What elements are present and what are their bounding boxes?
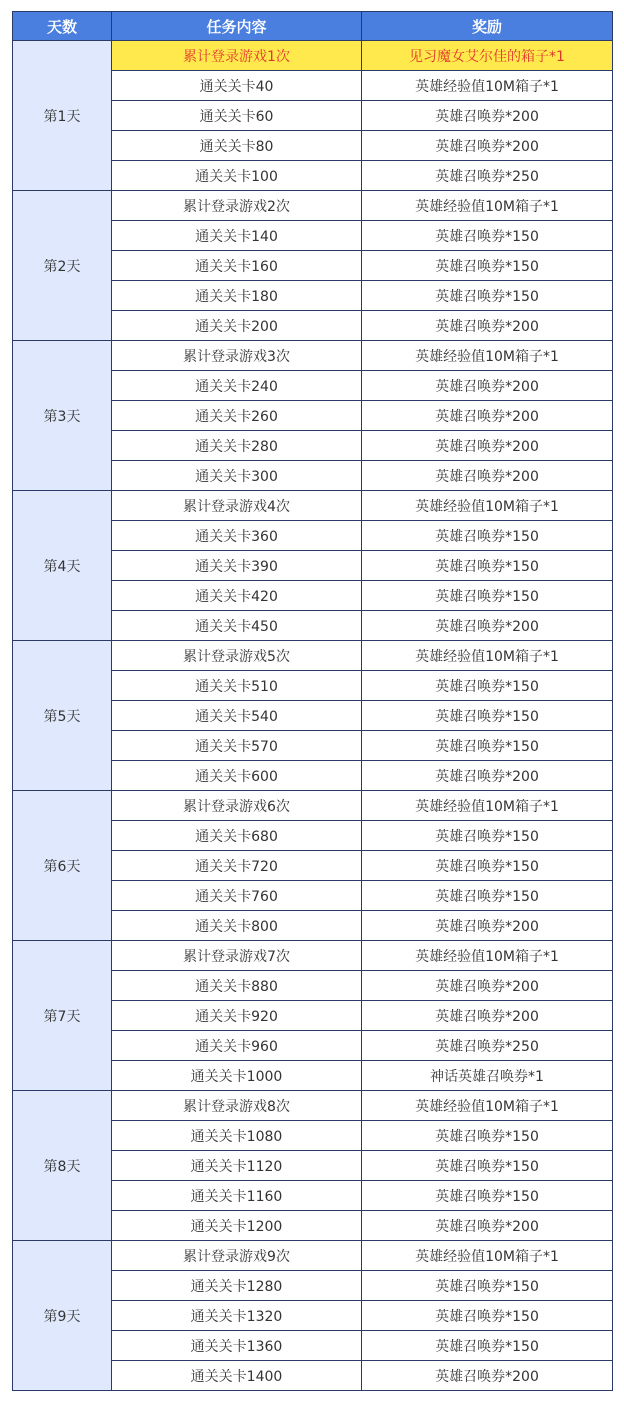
task-cell: 通关关卡720 — [112, 851, 362, 881]
reward-cell: 英雄经验值10M箱子*1 — [362, 71, 613, 101]
task-cell: 通关关卡960 — [112, 1031, 362, 1061]
day-cell: 第4天 — [13, 491, 112, 641]
reward-cell: 英雄召唤券*150 — [362, 671, 613, 701]
reward-cell: 神话英雄召唤券*1 — [362, 1061, 613, 1091]
reward-cell: 英雄召唤券*200 — [362, 461, 613, 491]
reward-cell: 英雄召唤券*250 — [362, 161, 613, 191]
reward-cell: 英雄召唤券*200 — [362, 401, 613, 431]
reward-cell: 英雄召唤券*150 — [362, 731, 613, 761]
reward-cell: 见习魔女艾尔佳的箱子*1 — [362, 41, 613, 71]
header-reward: 奖励 — [362, 12, 613, 41]
task-cell: 累计登录游戏6次 — [112, 791, 362, 821]
reward-cell: 英雄召唤券*200 — [362, 311, 613, 341]
task-cell: 通关关卡600 — [112, 761, 362, 791]
reward-cell: 英雄召唤券*200 — [362, 101, 613, 131]
reward-table — [12, 11, 613, 1391]
reward-cell: 英雄经验值10M箱子*1 — [362, 941, 613, 971]
day-cell: 第2天 — [13, 191, 112, 341]
task-cell: 累计登录游戏5次 — [112, 641, 362, 671]
task-cell: 通关关卡920 — [112, 1001, 362, 1031]
reward-cell: 英雄经验值10M箱子*1 — [362, 641, 613, 671]
task-cell: 通关关卡760 — [112, 881, 362, 911]
task-cell: 累计登录游戏9次 — [112, 1241, 362, 1271]
reward-cell: 英雄召唤券*150 — [362, 221, 613, 251]
reward-cell: 英雄召唤券*200 — [362, 131, 613, 161]
task-cell: 通关关卡510 — [112, 671, 362, 701]
task-cell: 通关关卡140 — [112, 221, 362, 251]
task-cell: 通关关卡570 — [112, 731, 362, 761]
reward-cell: 英雄召唤券*250 — [362, 1031, 613, 1061]
table-row — [13, 1091, 613, 1121]
task-cell: 通关关卡80 — [112, 131, 362, 161]
task-cell: 累计登录游戏1次 — [112, 41, 362, 71]
header-day: 天数 — [13, 12, 112, 41]
reward-cell: 英雄召唤券*200 — [362, 761, 613, 791]
reward-cell: 英雄召唤券*200 — [362, 1001, 613, 1031]
table-row — [13, 641, 613, 671]
reward-cell: 英雄经验值10M箱子*1 — [362, 1241, 613, 1271]
reward-cell: 英雄召唤券*150 — [362, 251, 613, 281]
day-cell: 第3天 — [13, 341, 112, 491]
task-cell: 通关关卡280 — [112, 431, 362, 461]
task-cell: 通关关卡1320 — [112, 1301, 362, 1331]
task-cell: 通关关卡40 — [112, 71, 362, 101]
task-cell: 通关关卡390 — [112, 551, 362, 581]
task-cell: 通关关卡1120 — [112, 1151, 362, 1181]
reward-cell: 英雄召唤券*150 — [362, 581, 613, 611]
task-cell: 累计登录游戏7次 — [112, 941, 362, 971]
task-cell: 通关关卡180 — [112, 281, 362, 311]
reward-cell: 英雄召唤券*150 — [362, 1151, 613, 1181]
task-cell: 通关关卡880 — [112, 971, 362, 1001]
reward-cell: 英雄召唤券*150 — [362, 281, 613, 311]
task-cell: 通关关卡200 — [112, 311, 362, 341]
task-cell: 通关关卡360 — [112, 521, 362, 551]
reward-cell: 英雄召唤券*150 — [362, 551, 613, 581]
reward-cell: 英雄召唤券*150 — [362, 521, 613, 551]
task-cell: 累计登录游戏4次 — [112, 491, 362, 521]
reward-cell: 英雄经验值10M箱子*1 — [362, 1091, 613, 1121]
reward-cell: 英雄召唤券*150 — [362, 1181, 613, 1211]
reward-cell: 英雄召唤券*150 — [362, 821, 613, 851]
reward-cell: 英雄召唤券*150 — [362, 701, 613, 731]
reward-cell: 英雄召唤券*150 — [362, 1271, 613, 1301]
table-row — [13, 491, 613, 521]
table-row — [13, 941, 613, 971]
reward-cell: 英雄召唤券*200 — [362, 431, 613, 461]
reward-cell: 英雄召唤券*200 — [362, 911, 613, 941]
reward-cell: 英雄经验值10M箱子*1 — [362, 791, 613, 821]
task-cell: 累计登录游戏3次 — [112, 341, 362, 371]
reward-cell: 英雄召唤券*200 — [362, 971, 613, 1001]
table-row — [13, 1241, 613, 1271]
reward-cell: 英雄召唤券*150 — [362, 1301, 613, 1331]
task-cell: 通关关卡1200 — [112, 1211, 362, 1241]
day-cell: 第6天 — [13, 791, 112, 941]
table-row — [13, 191, 613, 221]
table-row — [13, 791, 613, 821]
reward-cell: 英雄经验值10M箱子*1 — [362, 491, 613, 521]
task-cell: 累计登录游戏2次 — [112, 191, 362, 221]
day-cell: 第7天 — [13, 941, 112, 1091]
task-cell: 通关关卡680 — [112, 821, 362, 851]
reward-cell: 英雄召唤券*150 — [362, 1121, 613, 1151]
task-cell: 通关关卡420 — [112, 581, 362, 611]
reward-cell: 英雄召唤券*150 — [362, 1331, 613, 1361]
day-cell: 第1天 — [13, 41, 112, 191]
task-cell: 通关关卡800 — [112, 911, 362, 941]
reward-cell: 英雄召唤券*150 — [362, 881, 613, 911]
task-cell: 通关关卡1000 — [112, 1061, 362, 1091]
task-cell: 通关关卡1360 — [112, 1331, 362, 1361]
reward-cell: 英雄召唤券*200 — [362, 371, 613, 401]
day-cell: 第5天 — [13, 641, 112, 791]
reward-cell: 英雄召唤券*200 — [362, 1211, 613, 1241]
task-cell: 累计登录游戏8次 — [112, 1091, 362, 1121]
task-cell: 通关关卡540 — [112, 701, 362, 731]
task-cell: 通关关卡1080 — [112, 1121, 362, 1151]
task-cell: 通关关卡160 — [112, 251, 362, 281]
task-cell: 通关关卡450 — [112, 611, 362, 641]
reward-cell: 英雄召唤券*200 — [362, 1361, 613, 1391]
table-row — [13, 341, 613, 371]
task-cell: 通关关卡100 — [112, 161, 362, 191]
task-cell: 通关关卡60 — [112, 101, 362, 131]
task-cell: 通关关卡1160 — [112, 1181, 362, 1211]
task-cell: 通关关卡1400 — [112, 1361, 362, 1391]
table-body — [13, 41, 613, 1391]
reward-cell: 英雄经验值10M箱子*1 — [362, 341, 613, 371]
table-row — [13, 41, 613, 71]
reward-cell: 英雄召唤券*200 — [362, 611, 613, 641]
task-cell: 通关关卡300 — [112, 461, 362, 491]
task-cell: 通关关卡1280 — [112, 1271, 362, 1301]
day-cell: 第9天 — [13, 1241, 112, 1391]
task-cell: 通关关卡240 — [112, 371, 362, 401]
header-task: 任务内容 — [112, 12, 362, 41]
table-header-row — [13, 12, 613, 41]
day-cell: 第8天 — [13, 1091, 112, 1241]
reward-cell: 英雄经验值10M箱子*1 — [362, 191, 613, 221]
reward-cell: 英雄召唤券*150 — [362, 851, 613, 881]
task-cell: 通关关卡260 — [112, 401, 362, 431]
